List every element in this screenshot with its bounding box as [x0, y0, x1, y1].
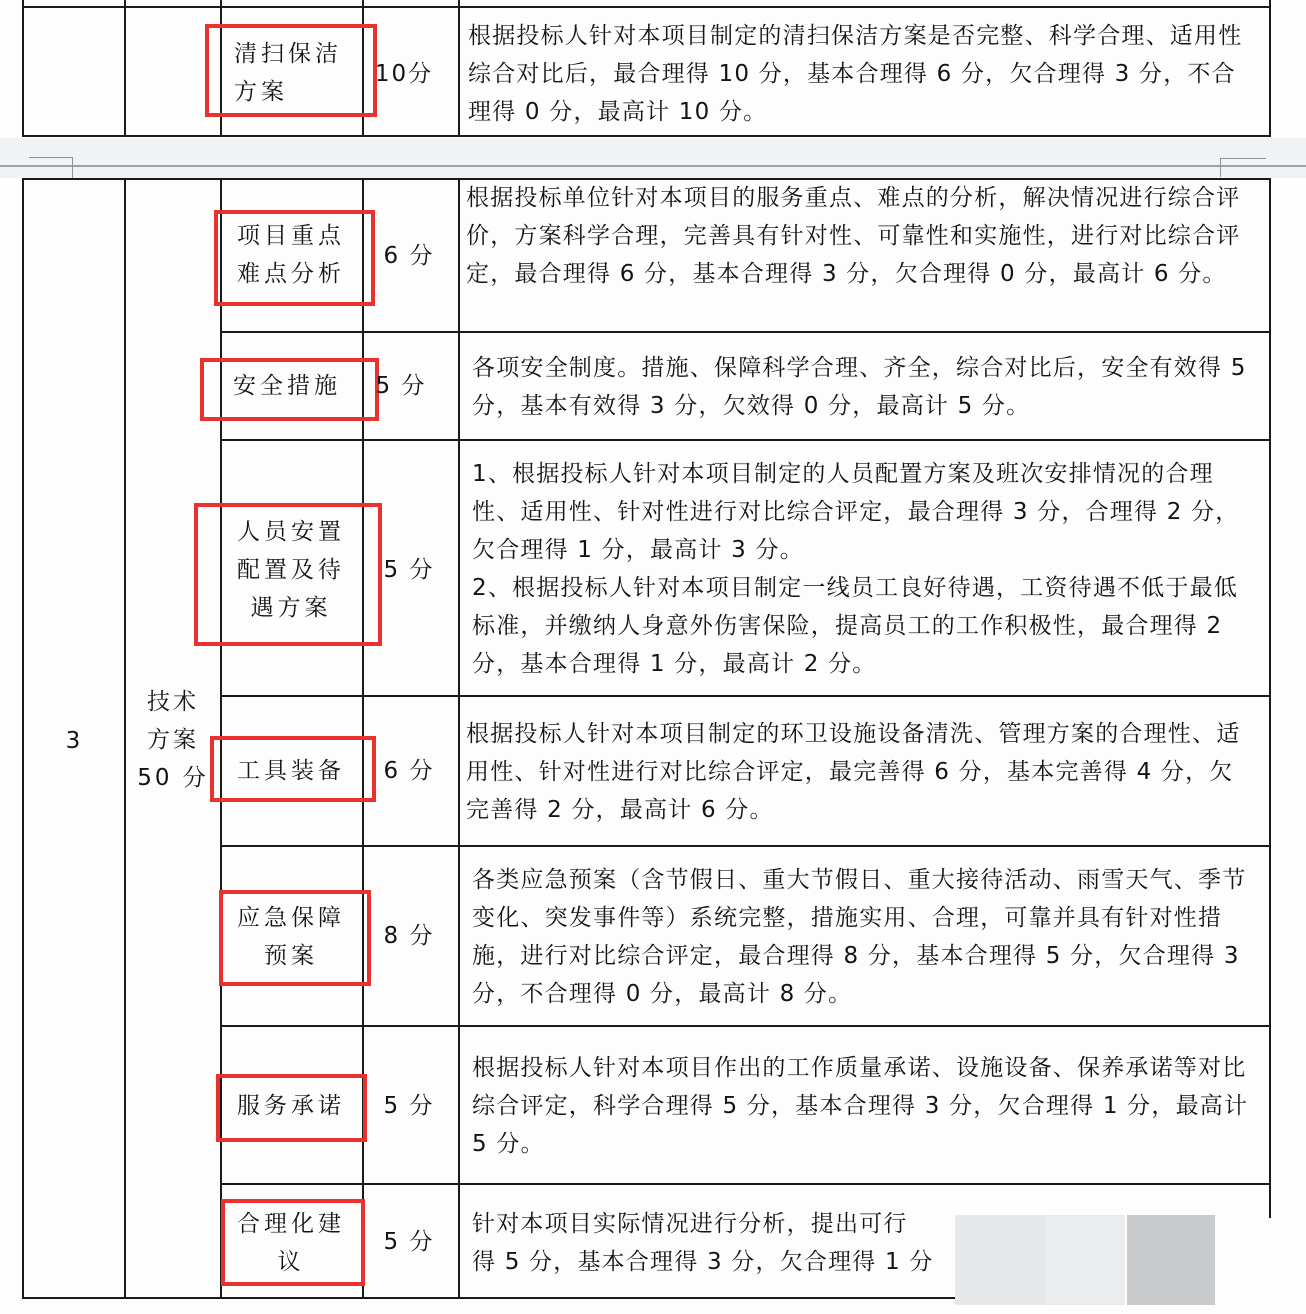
highlight-box [214, 210, 375, 306]
item-criteria-line-1: 针对本项目实际情况进行分析，提出可行 [472, 1211, 908, 1237]
item-criteria-part-2: 2、根据投标人针对本项目制定一线员工良好待遇，工资待遇不低于最低标准，并缴纳人身意外伤害保险，提高员工的工作积极性，最合理得 2 分，基本合理得 1 分，最高计 2 分。 [472, 575, 1239, 677]
item-score: 5 分 [383, 557, 435, 583]
item-criteria: 根据投标人针对本项目作出的工作质量承诺、设施设备、保养承诺等对比综合评定，科学合理得 5 分，基本合理得 3 分，欠合理得 1 分，最高计 5 分。 [472, 1055, 1249, 1157]
item-name-line: 预案 [264, 943, 318, 969]
grid-hline [220, 695, 1271, 697]
page-corner-mark-right [1220, 158, 1266, 177]
item-score: 5 分 [383, 1093, 435, 1119]
grid-hline [220, 845, 1271, 847]
item-score: 8 分 [383, 923, 435, 949]
item-name-line: 清扫保洁 [234, 41, 342, 67]
grid-vline [458, 0, 460, 137]
highlight-box [194, 503, 382, 646]
highlight-box [200, 358, 379, 421]
highlight-box [216, 1074, 367, 1142]
item-criteria-line-2: 得 5 分，基本合理得 3 分，欠合理得 1 分 [472, 1249, 934, 1275]
grid-hline [22, 6, 1271, 8]
item-score: 6 分 [383, 243, 435, 269]
item-criteria: 根据投标人针对本项目制定的环卫设施设备清洗、管理方案的合理性、适用性、针对性进行对比综合评定，最完善得 6 分，基本完善得 4 分，欠完善得 2 分，最高计 6 分。 [466, 721, 1241, 823]
overlay-swatch-mid [1045, 1215, 1125, 1305]
grid-vline [124, 0, 126, 137]
item-name-line: 配置及待 [237, 557, 345, 583]
grid-vline [458, 178, 460, 1299]
highlight-box [221, 1199, 365, 1286]
item-name-safety-measures: 安全措施 [233, 373, 341, 399]
item-name-line: 人员安置 [237, 519, 345, 545]
grid-vline [1269, 0, 1271, 137]
grid-vline [1269, 178, 1271, 1218]
grid-vline [22, 0, 24, 137]
section-category [126, 683, 220, 797]
grid-hline [22, 1297, 957, 1299]
item-name-line: 项目重点 [237, 223, 345, 249]
item-criteria: 各类应急预案（含节假日、重大节假日、重大接待活动、雨雪天气、季节变化、突发事件等）系统完整，措施实用、合理，可靠并具有针对性措施，进行对比综合评定，最合理得 8 分，基本合理得 5 分，欠合理得 3 分，不合理得 0 分，最高计 8 分。 [472, 867, 1247, 1007]
item-name-service-commitment: 服务承诺 [237, 1093, 345, 1119]
grid-hline [220, 1025, 1271, 1027]
page-corner-mark-left [29, 157, 73, 178]
item-criteria: 根据投标人针对本项目制定的清扫保洁方案是否完整、科学合理、适用性综合对比后，最合理得 10 分，基本合理得 6 分，欠合理得 3 分，不合理得 0 分，最高计 10 分。 [468, 23, 1243, 125]
redaction-overlay [955, 1215, 1215, 1305]
item-name-line: 难点分析 [237, 261, 345, 287]
overlay-swatch-light [955, 1215, 1045, 1305]
grid-hline [220, 331, 1271, 333]
section-category-line: 技术 [147, 689, 199, 715]
page-separator-line [0, 165, 1306, 167]
item-name-line: 遇方案 [250, 595, 332, 621]
highlight-box [219, 890, 371, 986]
item-criteria: 根据投标单位针对本项目的服务重点、难点的分析，解决情况进行综合评价，方案科学合理，完善具有针对性、可靠性和实施性，进行对比综合评定，最合理得 6 分，基本合理得 3 分，欠合理得 0 分，最高计 6 分。 [466, 185, 1241, 287]
grid-hline [220, 1183, 1271, 1185]
grid-hline [220, 439, 1271, 441]
highlight-box [205, 24, 377, 117]
section-number: 3 [65, 728, 83, 754]
grid-hline [22, 135, 1271, 137]
item-score: 5 分 [375, 373, 427, 399]
item-name-tools-equipment: 工具装备 [237, 758, 345, 784]
item-name-line: 应急保障 [237, 905, 345, 931]
section-category-line: 50 分 [137, 765, 209, 791]
item-name-line: 议 [277, 1249, 305, 1275]
item-name-line: 方案 [234, 79, 288, 105]
item-score: 5 分 [383, 1229, 435, 1255]
item-name-line: 合理化建 [237, 1211, 345, 1237]
highlight-box [210, 736, 376, 802]
overlay-swatch-dark [1127, 1215, 1215, 1305]
item-criteria-part-1: 1、根据投标人针对本项目制定的人员配置方案及班次安排情况的合理性、适用性、针对性进行对比综合评定，最合理得 3 分，合理得 2 分，欠合理得 1 分，最高计 3 分。 [472, 461, 1240, 563]
item-score: 10分 [374, 61, 434, 87]
page-gap [0, 138, 1306, 178]
item-criteria: 各项安全制度。措施、保障科学合理、齐全，综合对比后，安全有效得 5 分，基本有效得 3 分，欠效得 0 分，最高计 5 分。 [472, 355, 1247, 419]
section-category-line: 方案 [147, 727, 199, 753]
item-score: 6 分 [383, 758, 435, 784]
